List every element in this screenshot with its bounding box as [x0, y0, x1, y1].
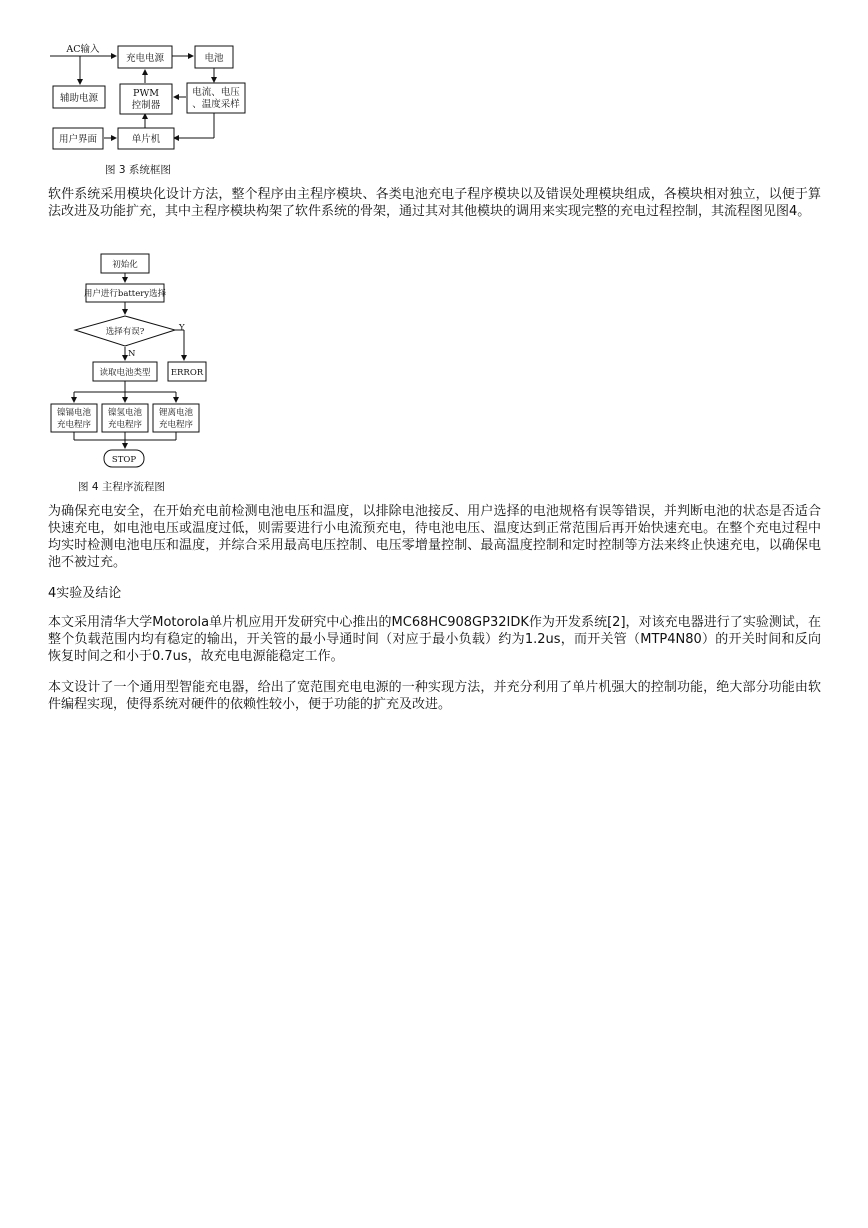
section-heading-experiment: 4实验及结论	[48, 586, 122, 601]
figure-4-caption: 图 4 主程序流程图	[78, 481, 165, 493]
user-select-label: 用户进行battery选择	[83, 289, 167, 299]
paragraph-experiment: 本文采用清华大学Motorola单片机应用开发研究中心推出的MC68HC908GP32IDK作为开发系统[2]，对该充电器进行了实验测试，在整个负载范围内均有稳定的输出，开关管的最小导通时间（对应于最小负载）约为1.2us，而开关管（MTP4N80）的开关时间和反向恢复时间之和小于0.7us，故充电电源能稳定工作。	[48, 615, 821, 664]
controller-label: 控制器	[131, 100, 161, 111]
paragraph-charging-safety: 为确保充电安全，在开始充电前检测电池电压和温度，以排除电池接反、用户选择的电池规格有误等错误，并判断电池的状态是否适合快速充电，如电池电压或温度过低，则需要进行小电流预充电，待电池电压、温度达到正常范围后再开始快速充电。在整个充电过程中均实时检测电池电压和温度，并综合采用最高电压控制、电压零增量控制、最高温度控制和定时控制等方法来终止快速充电，以确保电池不被过充。	[48, 504, 821, 570]
program-1-label-1: 镍镉电池	[56, 408, 92, 418]
aux-power-label: 辅助电源	[59, 93, 99, 104]
no-label: N	[128, 349, 136, 359]
figure-3-svg	[48, 40, 258, 155]
figure-4-svg	[48, 252, 218, 472]
figure-3-system-block-diagram	[48, 40, 258, 155]
program-3-label-2: 充电程序	[158, 420, 194, 430]
figure-3-caption: 图 3 系统框图	[105, 164, 171, 176]
program-2-label-1: 镍氢电池	[107, 408, 143, 418]
decision-label: 选择有误?	[105, 327, 145, 337]
paragraph-conclusion: 本文设计了一个通用型智能充电器，给出了宽范围充电电源的一种实现方法，并充分利用了单片机强大的控制功能，绝大部分功能由软件编程实现，使得系统对硬件的依赖性较小，便于功能的扩充及改进。	[48, 680, 821, 712]
sampling-label-1: 电流、电压	[192, 87, 240, 98]
sampling-label-2: 、温度采样	[192, 99, 240, 110]
figure-4-main-flowchart	[48, 252, 218, 472]
paragraph-software-design: 软件系统采用模块化设计方法，整个程序由主程序模块、各类电池充电子程序模块以及错误处理模块组成，各模块相对独立，以便于算法改进及功能扩充，其中主程序模块构架了软件系统的骨架，通过其对其他模块的调用来实现完整的充电过程控制，其流程图见图4。	[48, 187, 821, 219]
yes-label: Y	[179, 323, 185, 333]
program-1-label-2: 充电程序	[56, 420, 92, 430]
program-2-label-2: 充电程序	[107, 420, 143, 430]
error-label: ERROR	[170, 368, 204, 378]
mcu-label: 单片机	[131, 134, 161, 145]
init-label: 初始化	[112, 260, 138, 270]
battery-label: 电池	[204, 53, 224, 64]
pwm-label: PWM	[133, 88, 159, 99]
ac-input-label: AC输入	[66, 44, 100, 55]
charge-power-label: 充电电源	[125, 53, 165, 64]
user-interface-label: 用户界面	[58, 134, 98, 145]
detect-battery-label: 读取电池类型	[99, 368, 151, 378]
program-3-label-1: 锂离电池	[158, 408, 194, 418]
stop-label: STOP	[111, 455, 137, 465]
